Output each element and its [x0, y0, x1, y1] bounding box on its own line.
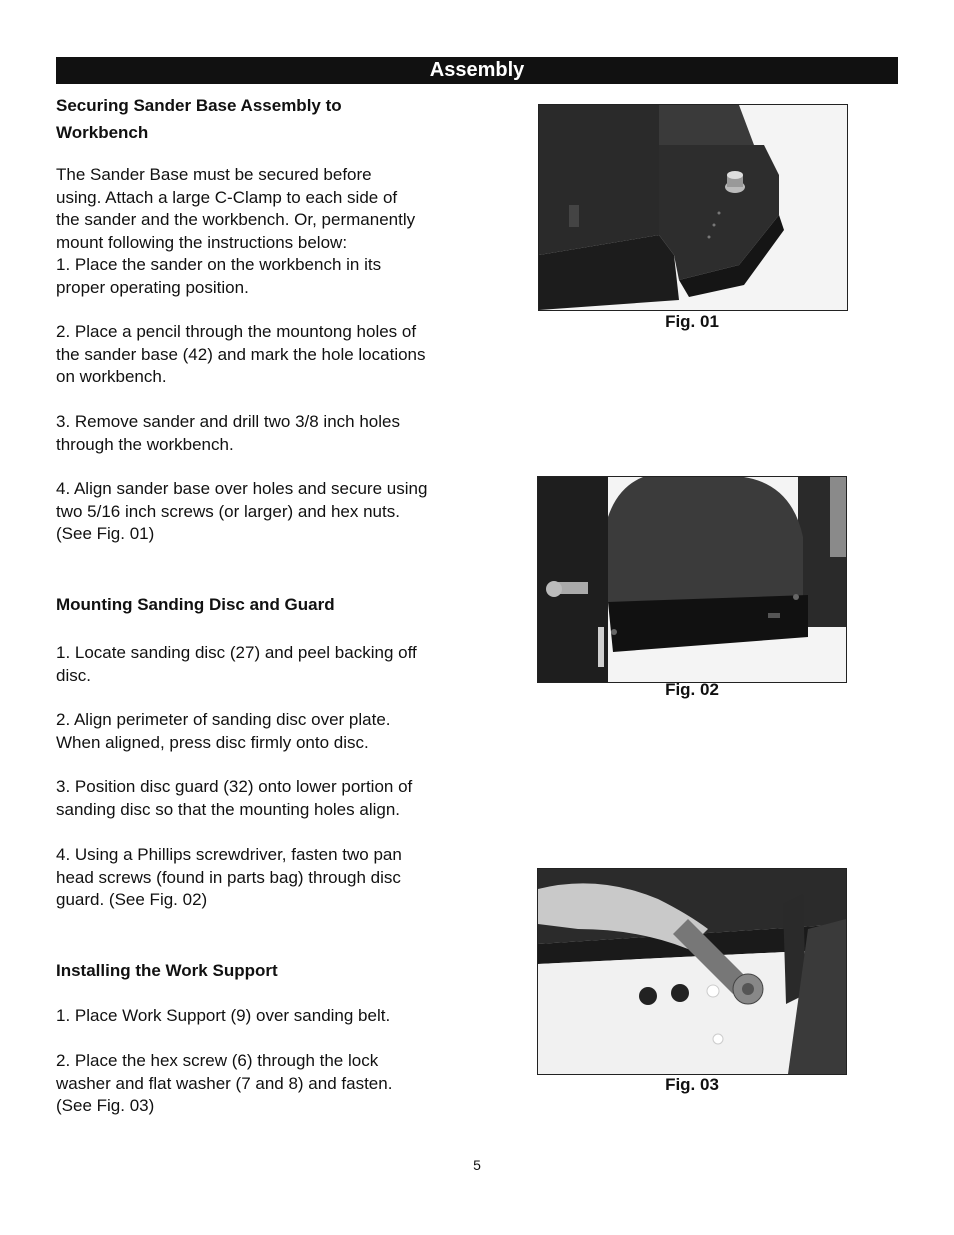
paragraph-intro: [56, 164, 476, 299]
text-line: using. Attach a large C-Clamp to each side of: [56, 187, 398, 207]
sander-base-illustration: [539, 105, 847, 310]
figure-02-photo: [537, 476, 847, 683]
text-line: The Sander Base must be secured before: [56, 165, 372, 184]
text-line: When aligned, press disc firmly onto disc.: [56, 732, 369, 752]
section-securing-base: [56, 92, 476, 146]
text-line: the sander and the workbench. Or, permanently: [56, 210, 416, 229]
text-line: 1. Place the sander on the workbench in its: [56, 255, 382, 274]
section-header: Assembly: [56, 57, 898, 84]
section-heading: [56, 92, 476, 146]
figure-01-photo: [538, 104, 848, 311]
section-heading: Installing the Work Support: [56, 961, 278, 980]
paragraph-step: [56, 411, 476, 456]
text-line: 2. Place the hex screw (6) through the lock: [56, 1051, 379, 1070]
text-line: 3. Position disc guard (32) onto lower portion of: [56, 777, 413, 796]
text-line: guard. (See Fig. 02): [56, 890, 208, 909]
text-line: disc.: [56, 665, 91, 685]
text-line: 4. Using a Phillips screwdriver, fasten two pan: [56, 845, 402, 864]
paragraph-step: [56, 478, 476, 546]
page-number: 5: [473, 1157, 481, 1173]
text-line: 4. Align sander base over holes and secure using: [56, 479, 428, 498]
text-line: head screws (found in parts bag) through disc: [56, 867, 401, 887]
sanding-disc-illustration: [538, 477, 846, 682]
text-line: (See Fig. 01): [56, 524, 155, 543]
paragraph-step: [56, 642, 476, 687]
heading-line: Securing Sander Base Assembly to: [56, 96, 342, 115]
paragraph-step: [56, 776, 476, 821]
figure-caption: Fig. 02: [665, 680, 719, 699]
work-support-illustration: [538, 869, 846, 1074]
paragraph-step: [56, 1050, 476, 1118]
text-line: washer and flat washer (7 and 8) and fasten.: [56, 1073, 393, 1093]
figure-caption: Fig. 01: [665, 312, 719, 331]
text-line: 2. Align perimeter of sanding disc over plate.: [56, 710, 391, 729]
paragraph-step: [56, 709, 476, 754]
figure-03-photo: [537, 868, 847, 1075]
paragraph-step: [56, 1005, 476, 1028]
text-line: 1. Locate sanding disc (27) and peel backing off: [56, 643, 417, 662]
text-line: mount following the instructions below:: [56, 232, 348, 252]
text-line: two 5/16 inch screws (or larger) and hex nuts.: [56, 501, 400, 521]
text-line: 3. Remove sander and drill two 3/8 inch holes: [56, 412, 400, 431]
text-line: on workbench.: [56, 367, 167, 386]
text-line: proper operating position.: [56, 277, 249, 297]
text-line: (See Fig. 03): [56, 1096, 155, 1115]
paragraph-step: [56, 844, 476, 912]
figure-caption: Fig. 03: [665, 1075, 719, 1094]
text-line: sanding disc so that the mounting holes align.: [56, 799, 401, 819]
text-line: 1. Place Work Support (9) over sanding belt.: [56, 1006, 391, 1025]
text-line: 2. Place a pencil through the mountong holes of: [56, 322, 417, 341]
paragraph-step: [56, 321, 476, 389]
section-heading: Mounting Sanding Disc and Guard: [56, 595, 335, 614]
text-line: the sander base (42) and mark the hole locations: [56, 344, 426, 364]
heading-line: Workbench: [56, 123, 149, 142]
text-line: through the workbench.: [56, 434, 234, 454]
